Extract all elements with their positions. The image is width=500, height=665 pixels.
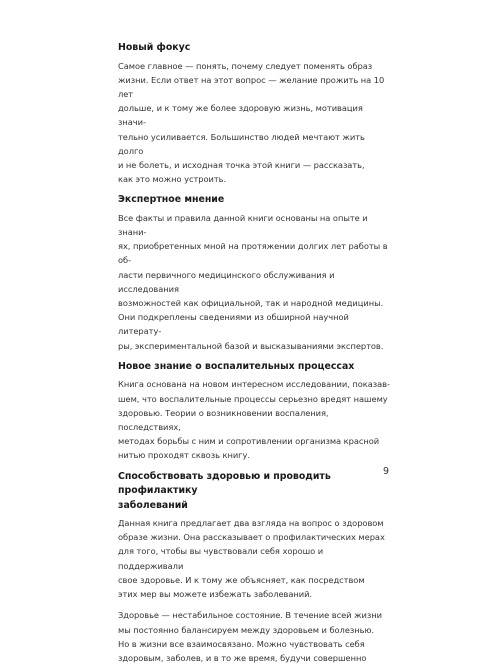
section-heading: Способствовать здоровью и проводить профилактику заболеваний — [118, 470, 331, 511]
section-heading: Экспертное мнение — [118, 194, 225, 206]
page-number: 9 — [383, 466, 390, 477]
section-inflammation — [118, 360, 390, 463]
paragraph: Самое главное — понять, почему следует поменять образ жизни. Если ответ на этот вопрос — желание прожить на 10 лет дольше, и к тому же более здоровую жизнь, мотивация значи- тельно усиливается. Большинство людей мечтают жить долго и не болеть, и исходная точка этой книги — рассказать, как это можно устроить. — [118, 60, 385, 185]
paragraph: Данная книга предлагает два взгляда на вопрос о здоровом образе жизни. Она рассказывает о профилактических мерах для того, чтобы вы чувствовали себя хорошо и поддерживали свое здоровье. И к тому же объясняет, как посредством этих мер вы можете избежать заболеваний. — [118, 518, 385, 600]
section-expert-opinion — [118, 193, 390, 353]
paragraph: Все факты и правила данной книги основаны на опыте и знани- ях, приобретенных мной на протяжении долгих лет работы в об- ласти первичного медицинского обслуживания и исследования возможностей как официальной, так и народной медицины. Они подкреплены сведениями из обширной научной литерату- ры, экспериментальной базой и высказываниями экспертов. — [118, 212, 388, 351]
text-column — [118, 41, 390, 665]
paragraph: Книга основана на новом интересном исследовании, показав- шем, что воспалительные процессы серьезно вредят нашему здоровью. Теории о возникновении воспаления, последствиях, методах борьбы с ним и сопротивлении организма красной нитью проходят сквозь книгу. — [118, 379, 390, 461]
section-heading: Новое знание о воспалительных процессах — [118, 360, 355, 372]
section-heading: Новый фокус — [118, 42, 191, 53]
paragraph: Здоровье — нестабильное состояние. В течение всей жизни мы постоянно балансируем между здоровьем и болезнью. Но в жизни все взаимосвязано. Можно чувствовать себя здоровым, заболев, и в то же время, будучи совершенно — [118, 610, 382, 663]
section-health-prevention — [118, 470, 390, 665]
section-new-focus — [118, 41, 390, 186]
